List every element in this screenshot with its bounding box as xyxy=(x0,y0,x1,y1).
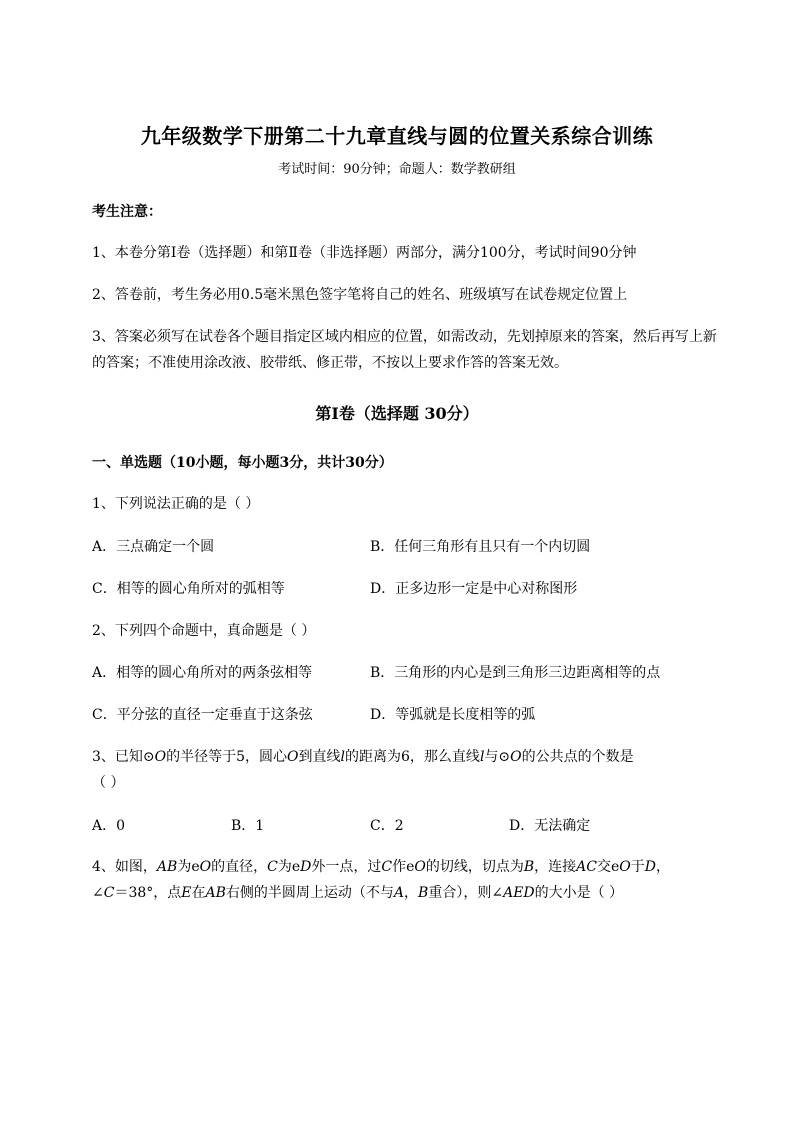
question-2-option-a: A．相等的圆心角所对的两条弦相等 xyxy=(92,665,313,681)
question-1-option-b: B．任何三角形有且只有一个内切圆 xyxy=(370,539,591,555)
page-title: 九年级数学下册第二十九章直线与圆的位置关系综合训练 xyxy=(140,124,654,148)
question-1-option-c: C．相等的圆心角所对的弧相等 xyxy=(92,581,285,597)
question-3-option-b: B．1 xyxy=(231,818,265,834)
notice-heading: 考生注意： xyxy=(92,204,162,220)
question-1-option-d: D．正多边形一定是中心对称图形 xyxy=(370,581,578,597)
question-2-option-d: D．等弧就是长度相等的弧 xyxy=(370,707,536,723)
notice-item-1: 1、本卷分第I卷（选择题）和第Ⅱ卷（非选择题）两部分，满分100分，考试时间90分钟 xyxy=(92,245,637,261)
question-3-option-d: D．无法确定 xyxy=(509,818,591,834)
question-3-option-a: A．0 xyxy=(92,818,126,834)
question-2-option-b: B．三角形的内心是到三角形三边距离相等的点 xyxy=(370,665,661,681)
question-4-stem-continued: ∠C＝38°，点E在AB右侧的半圆周上运动（不与A，B重合），则∠AED的大小是（ ） xyxy=(92,885,624,901)
question-1-option-a: A．三点确定一个圆 xyxy=(92,539,215,555)
part-title: 一、单选题（10小题，每小题3分，共计30分） xyxy=(92,455,393,471)
notice-item-2: 2、答卷前，考生务必用0.5毫米黑色签字笔将自己的姓名、班级填写在试卷规定位置上 xyxy=(92,287,628,303)
question-1-stem: 1、下列说法正确的是（ ） xyxy=(92,496,260,512)
question-2-stem: 2、下列四个命题中，真命题是（ ） xyxy=(92,623,316,639)
question-4-stem: 4、如图，AB为eO的直径，C为eD外一点，过C作eO的切线，切点为B，连接AC交eO于D， xyxy=(92,859,670,875)
exam-subtitle: 考试时间：90分钟；命题人：数学教研组 xyxy=(278,162,516,177)
question-3-stem: 3、已知⊙O的半径等于5，圆心O到直线l的距离为6，那么直线l与⊙O的公共点的个数是 xyxy=(92,749,634,765)
notice-item-3-continued: 的答案；不准使用涂改液、胶带纸、修正带，不按以上要求作答的答案无效。 xyxy=(92,355,568,371)
question-2-option-c: C．平分弦的直径一定垂直于这条弦 xyxy=(92,707,313,723)
question-3-option-c: C．2 xyxy=(370,818,404,834)
notice-item-3: 3、答案必须写在试卷各个题目指定区域内相应的位置，如需改动，先划掉原来的答案，然后再写上新 xyxy=(92,329,717,345)
question-3-stem-continued: （ ） xyxy=(92,775,125,791)
section-title: 第I卷（选择题 30分） xyxy=(315,404,479,423)
